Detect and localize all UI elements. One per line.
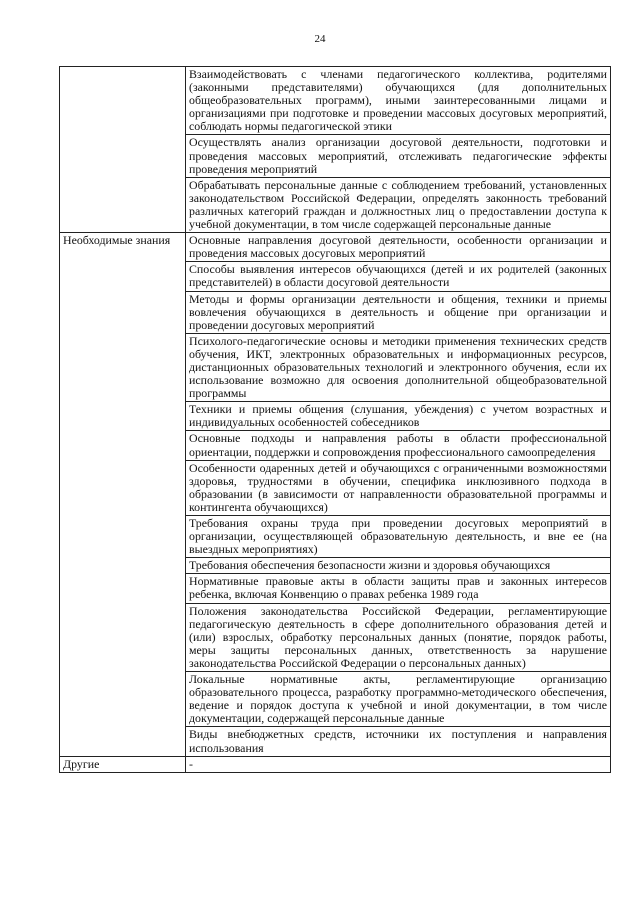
row-item: Требования обеспечения безопасности жизни и здоровья обучающихся [186,558,611,574]
table-row [60,67,611,135]
requirements-table [59,66,611,773]
row-item: Основные направления досуговой деятельности, особенности организации и проведения массовых досуговых мероприятий [186,233,611,262]
row-item: Осуществлять анализ организации досуговой деятельности, подготовки и проведения массовых мероприятий, отслеживать педагогические эффекты проведения мероприятий [186,135,611,177]
row-item: Требования охраны труда при проведении досуговых мероприятий в организации, осуществляющей образовательную деятельность, и вне ее (на выездных мероприятиях) [186,516,611,558]
row-item: Обрабатывать персональные данные с соблюдением требований, установленных законодательством Российской Федерации, определять законность требований различных категорий граждан и должностных лиц о предоставлении доступа к учебной документации, в том числе содержащей персональные данные [186,177,611,232]
row-item: Методы и формы организации деятельности и общения, техники и приемы вовлечения обучающихся в деятельность и общение при организации и проведении досуговых мероприятий [186,291,611,333]
row-item: Взаимодействовать с членами педагогического коллектива, родителями (законными представителями) обучающихся (для дополнительных общеобразовательных программ), иными заинтересованными лицами и организациями при подготовке и проведении массовых досуговых мероприятий, соблюдать нормы педагогической этики [186,67,611,135]
row-item: Способы выявления интересов обучающихся (детей и их родителей (законных представителей) в области досуговой деятельности [186,262,611,291]
table-body [60,67,611,773]
row-label: Другие [60,756,186,772]
row-item: Психолого-педагогические основы и методики применения технических средств обучения, ИКТ, электронных образовательных и информационных ресурсов, дистанционных образовательных технологий и электронного обучения, если их использование возможно для освоения дополнительной общеобразовательной программы [186,333,611,401]
row-item: Особенности одаренных детей и обучающихся с ограниченными возможностями здоровья, трудностями в обучении, специфика инклюзивного подхода в образовании (в зависимости от направленности образовательной программы и контингента обучающихся) [186,460,611,515]
row-item: Виды внебюджетных средств, источники их поступления и направления использования [186,727,611,756]
row-label [60,67,186,233]
row-item: Нормативные правовые акты в области защиты прав и законных интересов ребенка, включая Конвенцию о правах ребенка 1989 года [186,574,611,603]
table-row [60,233,611,262]
row-item: Техники и приемы общения (слушания, убеждения) с учетом возрастных и индивидуальных особенностей собеседников [186,402,611,431]
table-row [60,756,611,772]
row-item: Положения законодательства Российской Федерации, регламентирующие педагогическую деятельность в сфере дополнительного образования детей и (или) взрослых, обработку персональных данных (понятие, порядок работы, меры защиты персональных данных, ответственность за нарушение законодательства Российской Федерации о персональных данных) [186,603,611,671]
row-item: Основные подходы и направления работы в области профессиональной ориентации, поддержки и сопровождения профессионального самоопределения [186,431,611,460]
row-item: Локальные нормативные акты, регламентирующие организацию образовательного процесса, разработку программно-методического обеспечения, ведение и порядок доступа к учебной и иной документации, в том числе документации, содержащей персональные данные [186,672,611,727]
row-label: Необходимые знания [60,233,186,756]
row-item: - [186,756,611,772]
page-number: 24 [314,33,326,45]
